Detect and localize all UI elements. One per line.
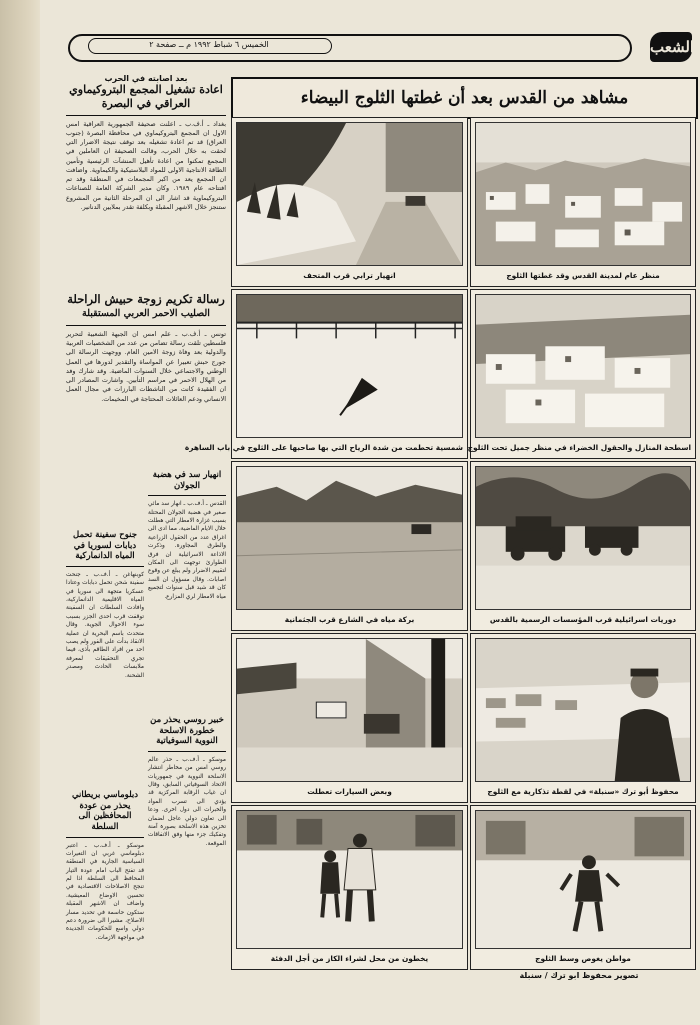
photo-patrol-jeeps	[475, 466, 691, 610]
article-headline: انهيار سد في هضبة الجولان	[152, 470, 222, 491]
article-body: موسكو ـ أ.ف.ب ـ اعتبر دبلوماسي غربي ان التغيرات السياسية الجارية في المنطقة قد تفتح الباب امام عودة التيار المحافظ الى السلطة اذا لم تنجح الاصلاحات الاقتصادية في تحسين الاوضاع المعيشية. واضاف ان الاشهر المقبلة ستكون حاسمة في تحديد مسار الاصلاح، مشيرا الى ضرورة دعم دولي واسع للحكومات الجديدة في مواجهة الازمات.	[66, 842, 144, 941]
article-body: بغداد ـ أ.ف.ب ـ اعلنت صحيفة الجمهورية العراقية امس الاول ان المجمع البتروكيماوي في محافظة البصرة (جنوب العراق) قد تم اعادة تشغيله بعد توقف نتيجة الاضرار التي لحقت به خلال الحرب، وقالت الصحيفة ان العاملين في المجمع تمكنوا من اعادة تأهيل المنشآت الرئيسية وتأمين الطاقة الانتاجية الاولى للمواد البلاستيكية والكيماوية. واضافت ان المجمع يعد من اكبر المجمعات في المنطقة وقد تم افتتاحه عام ١٩٨٩. وكان مدير الشركة العامة للصناعات البتروكيماوية قد اشار الى ان المرحلة الثانية من المشروع ستنجز خلال الاشهر المقبلة وبكلفة تقدر بملايين الدنانير.	[66, 119, 226, 212]
article-headline: جنوح سفينة تحمل دبابات لسوريا في المياه الدانماركية	[73, 530, 137, 562]
article-kicker: بعد اصابته في الحرب	[104, 74, 188, 83]
article-body: تونس ـ أ.ف.ب ـ علم امس ان الجبهة الشعبية لتحرير فلسطين تلقت رسالة تضامن من عدد من الشخصيات العربية والدولية بعد وفاة زوجة الامين العام. ووجهت الرسالة الى جورج حبش تعبيرا عن المواساة والتقدير لدورها في العمل الوطني والاجتماعي خلال السنوات الماضية. وقد شارك وفد من الهلال الاحمر في مراسم التأبين. واشارت المصادر الى ان الفقيدة كانت من الناشطات البارزات في مجال العمل الانساني ودعم العائلات المحتاجة في المخيمات.	[66, 329, 226, 403]
page-header	[68, 32, 696, 62]
photo-cell	[470, 633, 696, 803]
newspaper-logo: الشعب	[650, 32, 692, 62]
article-ship	[66, 530, 144, 680]
photo-caption: وبعض السيارات تعطلت	[307, 787, 392, 796]
photo-water-pool	[236, 466, 463, 610]
photo-man-in-snow	[475, 810, 691, 949]
photo-cell	[470, 461, 696, 631]
article-headline: دبلوماسي بريطاني يحذر من عودة المحافظين الى السلطة	[71, 790, 139, 832]
photo-cell	[184, 289, 468, 459]
article-body: موسكو ـ أ.ف.ب ـ حذر عالم روسي امس من مخاطر انتشار الاسلحة النووية في جمهوريات الاتحاد السوفياتي السابق، وقال ان غياب الرقابة المركزية قد يؤدي الى تسرب المواد والخبرات الى دول اخرى. ودعا الى تعاون دولي عاجل لضمان تخزين هذه الاسلحة بصورة آمنة وتفكيك جزء منها وفق الاتفاقات الموقعة.	[148, 756, 226, 847]
photo-cell	[467, 289, 696, 459]
photo-credit: تصوير محفوظ ابو ترك / سنبلة	[519, 971, 639, 980]
photo-caption: اسطحة المنازل والحقول الخضراء في منظر جميل تحت الثلوج	[467, 443, 691, 452]
photo-rooftops-snow	[475, 294, 691, 438]
photo-cell	[470, 117, 696, 287]
photo-feature-banner	[231, 77, 698, 119]
article-body: كوبنهاغن ـ أ.ف.ب ـ جنحت سفينة شحن تحمل دبابات وعتادا عسكريا متجهة الى سوريا في المياه الاقليمية الدانماركية، وافادت السلطات ان السفينة توقفت قرب احدى الجزر بسبب سوء الاحوال الجوية. وقال متحدث باسم البحرية ان عملية الانقاذ بدأت على الفور ولم يصب احد من افراد الطاقم بأذى، فيما تجري التحقيقات لمعرفة ملابسات الحادث ومصدر الشحنة.	[66, 571, 144, 679]
photo-caption: دوريات اسرائيلية قرب المؤسسات الرسمية بالقدس	[489, 615, 677, 624]
article-condolence	[66, 292, 226, 404]
article-golan-dam	[148, 470, 226, 601]
photo-people-kerosene	[236, 810, 463, 949]
article-headline: خبير روسي يحذر من خطورة الاسلحة النووية السوفياتية	[150, 715, 224, 747]
article-headline: اعادة تشغيل المجمع البتروكيماوي العراقي في البصرة	[69, 83, 223, 110]
photo-cell	[231, 805, 468, 970]
photo-landslide	[236, 122, 463, 266]
article-body: القدس ـ أ.ف.ب ـ انهار سد مائي صغير في هضبة الجولان المحتلة بسبب غزارة الامطار التي هطلت خلال الايام الماضية، مما ادى الى اغراق عدد من الحقول الزراعية والطرق المجاورة. وذكرت الاذاعة الاسرائيلية ان فرق الطوارئ توجهت الى المكان لتقييم الاضرار ولم يبلغ عن وقوع اصابات. وقال مسؤول ان السد كان قد شيد قبل سنوات لتجميع مياه الامطار لري المزارع.	[148, 501, 226, 600]
photo-cell	[231, 461, 468, 631]
photo-caption: انهيار ترابي قرب المتحف	[303, 271, 396, 280]
photo-caption: شمسية تحطمت من شدة الرياح التي بها صاحبها على الثلوج في باب الساهرة	[184, 443, 463, 452]
photo-cell	[231, 117, 468, 287]
photo-cell	[231, 633, 468, 803]
photo-caption: منظر عام لمدينة القدس وقد غطتها الثلوج	[506, 271, 660, 280]
photo-caption: مواطن يغوص وسط الثلوج	[535, 954, 631, 963]
page-binding-edge	[0, 0, 40, 1025]
photo-caption: يخطون من محل لشراء الكاز من أجل الدفئة	[270, 954, 429, 963]
article-nuclear	[148, 715, 226, 848]
banner-title: مشاهد من القدس بعد أن غطتها الثلوج البيضاء	[300, 88, 629, 108]
photo-caption: محفوظ أبو ترك «سنبلة» في لقطة تذكارية مع الثلوج	[487, 787, 679, 796]
photo-caption: بركة مياه في الشارع قرب الجثمانية	[284, 615, 415, 624]
article-petrochemical	[66, 74, 226, 212]
photo-broken-umbrella	[236, 294, 463, 438]
issue-date: الخميس ٦ شباط ١٩٩٢ م ــ صفحة ٢	[149, 40, 269, 49]
article-headline: رسالة تكريم زوجة حبيش الراحلة	[67, 292, 225, 306]
photo-jerusalem-panorama	[475, 122, 691, 266]
article-subhead: الصليب الاحمر العربي المستقبلة	[82, 308, 210, 320]
article-diplomat	[66, 790, 144, 942]
photo-cell	[470, 805, 696, 970]
photo-stalled-cars	[236, 638, 463, 782]
photo-man-portrait	[475, 638, 691, 782]
